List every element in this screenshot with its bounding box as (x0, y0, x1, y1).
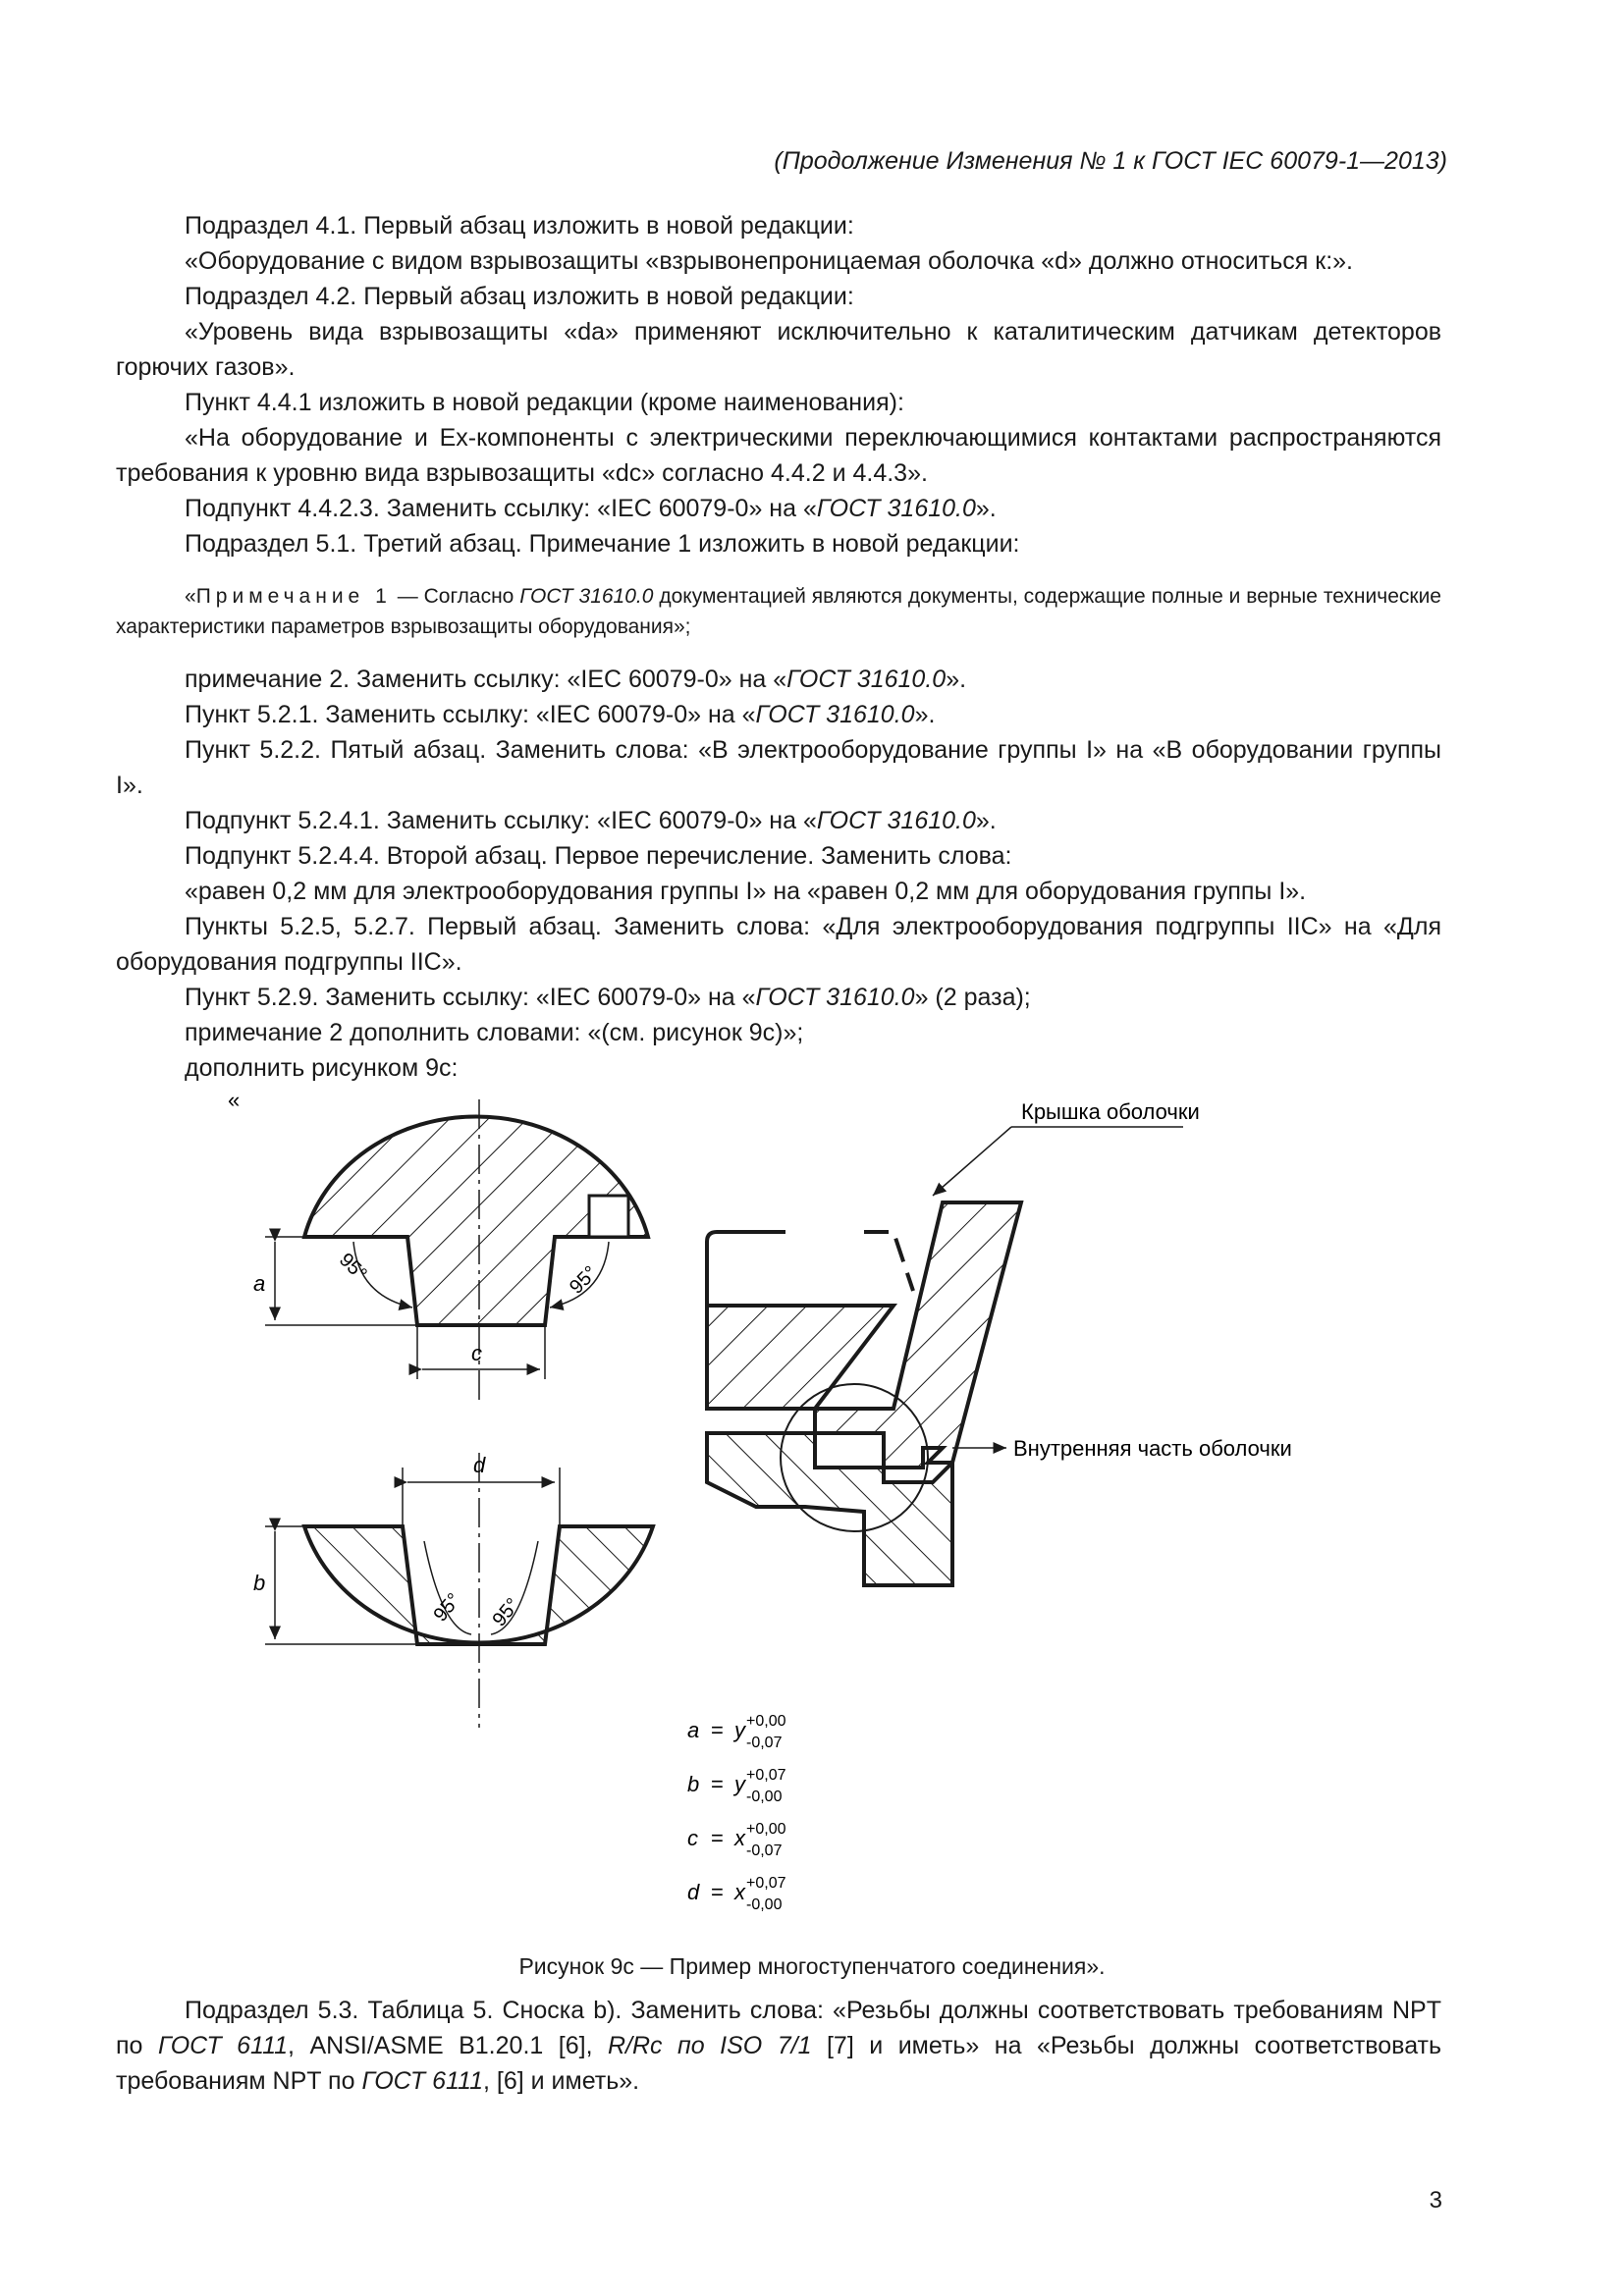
angle-label: 95° (429, 1589, 465, 1627)
figure-caption: Рисунок 9с — Пример многоступенчатого соединения». (518, 1953, 1106, 1979)
svg-text:c: c (687, 1826, 698, 1850)
paragraph: «равен 0,2 мм для электрооборудования группы I» на «равен 0,2 мм для оборудования группы I». (185, 878, 1307, 905)
figure-drawing (177, 1080, 1404, 1944)
svg-text:=: = (711, 1826, 724, 1850)
note-label: Примечание 1 (195, 585, 392, 608)
enclosure-outline-dashed (864, 1232, 913, 1291)
figure-open-quote: « (228, 1088, 241, 1112)
main-text (116, 208, 1441, 1086)
svg-text:x: x (734, 1880, 745, 1904)
label-cover: Крышка оболочки (1021, 1099, 1200, 1124)
svg-text:-0,07: -0,07 (746, 1842, 783, 1859)
svg-text:=: = (711, 1880, 724, 1904)
leader-line (933, 1127, 1011, 1196)
svg-text:+0,00: +0,00 (746, 1713, 786, 1730)
running-header: (Продолжение Изменения № 1 к ГОСТ IEC 60079-1—2013) (774, 147, 1447, 175)
paragraph: Пункт 5.2.1. Заменить ссылку: «IEC 60079-0» на «ГОСТ 31610.0». (185, 701, 936, 728)
svg-text:y: y (734, 1772, 745, 1796)
angle-label: 95° (334, 1249, 371, 1286)
paragraph: Пункт 5.2.2. Пятый абзац. Заменить слова: «В электрооборудование группы I» на «В оборудовании группы I». (116, 736, 1441, 799)
paragraph: Подпункт 4.4.2.3. Заменить ссылку: «IEC 60079-0» на «ГОСТ 31610.0». (185, 495, 997, 522)
figure-9c (177, 1080, 1404, 1944)
paragraph: Подпункт 5.2.4.4. Второй абзац. Первое перечисление. Заменить слова: (185, 842, 1012, 870)
page-number: 3 (1429, 2187, 1442, 2214)
upper-step (589, 1196, 628, 1237)
svg-text:+0,00: +0,00 (746, 1821, 786, 1838)
tail-text (116, 1993, 1441, 2099)
svg-text:y: y (734, 1718, 745, 1742)
formula (687, 1767, 786, 1805)
paragraph: Подраздел 5.3. Таблица 5. Сноска b). Заменить слова: «Резьбы должны соответствовать требованиям NPT по ГОСТ 6111, ANSI/ASME B1.20.1 [6], R/Rc по ISO 7/1 [7] и иметь» на «Резьбы должны соответствовать требованиям NPT по ГОСТ 6111, [6] и иметь». (116, 1997, 1442, 2095)
paragraph: Пункт 5.2.9. Заменить ссылку: «IEC 60079-0» на «ГОСТ 31610.0» (2 раза); (185, 984, 1031, 1011)
label-inner: Внутренняя часть оболочки (1013, 1436, 1292, 1461)
svg-text:-0,07: -0,07 (746, 1735, 783, 1751)
enclosure-top (707, 1306, 893, 1409)
paragraph: Подраздел 5.1. Третий абзац. Примечание 1 изложить в новой редакции: (185, 530, 1020, 558)
angle-label: 95° (488, 1594, 524, 1631)
svg-text:d: d (687, 1880, 700, 1904)
svg-text:a: a (687, 1718, 700, 1742)
paragraph: примечание 2. Заменить ссылку: «IEC 60079-0» на «ГОСТ 31610.0». (185, 666, 967, 693)
note-paragraph: «Примечание 1 — Согласно ГОСТ 31610.0 документацией являются документы, содержащие полные и верные технические характеристики параметров взрывозащиты оборудования»; (116, 585, 1441, 638)
svg-text:=: = (711, 1772, 724, 1796)
paragraph: «Оборудование с видом взрывозащиты «взрывонепроницаемая оболочка «d» должно относиться к:». (185, 247, 1353, 275)
svg-text:x: x (734, 1826, 745, 1850)
dim-b-label: b (253, 1571, 266, 1595)
paragraph: Пункт 4.4.1 изложить в новой редакции (кроме наименования): (185, 389, 904, 416)
formula (687, 1821, 786, 1859)
paragraph: «Уровень вида взрывозащиты «da» применяют исключительно к каталитическим датчикам детекторов горючих газов». (116, 318, 1441, 381)
svg-text:-0,00: -0,00 (746, 1896, 783, 1913)
paragraph: Подраздел 4.2. Первый абзац изложить в новой редакции: (185, 283, 854, 310)
dim-d-label: d (473, 1453, 486, 1477)
paragraph: Пункты 5.2.5, 5.2.7. Первый абзац. Заменить слова: «Для электрооборудования подгруппы IIC» на «Для оборудования подгруппы IIC». (116, 913, 1441, 976)
formula (687, 1875, 786, 1913)
formula (687, 1713, 786, 1751)
svg-text:-0,00: -0,00 (746, 1789, 783, 1805)
dim-a-label: a (253, 1271, 266, 1296)
dim-c-label: c (471, 1341, 482, 1365)
paragraph: примечание 2 дополнить словами: «(см. рисунок 9с)»; (185, 1019, 804, 1046)
svg-text:b: b (687, 1772, 700, 1796)
svg-text:=: = (711, 1718, 724, 1742)
paragraph: «На оборудование и Ex-компоненты с электрическими переключающимися контактами распространяются требования к уровню вида взрывозащиты «dc» согласно 4.4.2 и 4.4.3». (116, 424, 1441, 487)
enclosure-outline (707, 1232, 785, 1306)
angle-label: 95° (565, 1261, 602, 1299)
svg-text:+0,07: +0,07 (746, 1767, 786, 1784)
svg-text:+0,07: +0,07 (746, 1875, 786, 1892)
paragraph: дополнить рисунком 9с: (185, 1054, 459, 1082)
paragraph: Подпункт 5.2.4.1. Заменить ссылку: «IEC 60079-0» на «ГОСТ 31610.0». (185, 807, 997, 834)
paragraph: Подраздел 4.1. Первый абзац изложить в новой редакции: (185, 212, 854, 240)
